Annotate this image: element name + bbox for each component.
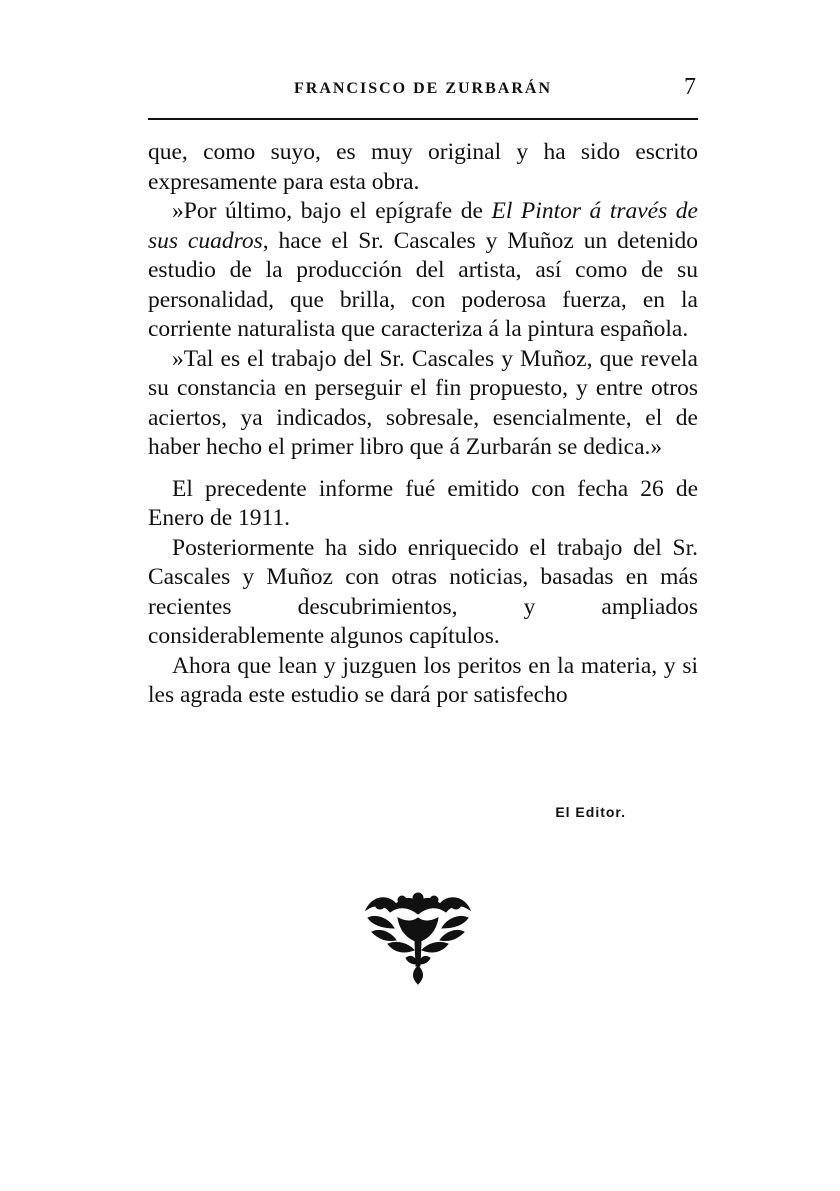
paragraph-date: El precedente informe fué emitido con fecha 26 de Enero de 1911. [148,475,698,531]
paragraph-enriched: Posteriormente ha sido enriquecido el trabajo del Sr. Cascales y Muñoz con otras noticias, basadas en más recientes descubrimientos, y ampliados considerablemente algunos capítulos. [148,534,698,649]
floral-ornament-icon [358,888,478,986]
paragraph-continuation: que, como suyo, es muy original y ha sido escrito expresamente para esta obra. [148,139,698,195]
running-head [148,76,698,104]
header-rule [148,118,698,120]
body-text [148,138,698,711]
page-number: 7 [684,74,696,100]
editor-signature: El Editor. [555,804,626,820]
running-title: FRANCISCO DE ZURBARÁN [293,80,552,97]
paragraph-text: »Por último, bajo el epígrafe de [172,198,492,224]
book-title-italic: El Pintor á través de sus cuadros [148,198,698,254]
paragraph-conclusion: »Tal es el trabajo del Sr. Cascales y Muñoz, que revela su constancia en perseguir el fin propuesto, y entre otros aciertos, ya indicados, sobresale, esencialmente, el de haber hecho el primer libro que á Zurbarán se dedica.» [148,345,698,460]
paragraph-epigraph [148,197,698,345]
paragraph-text: , hace el Sr. Cascales y Muñoz un detenido estudio de la producción del artista, así como de su personalidad, que brilla, con poderosa fuerza, en la corriente naturalista que caracteriza á la pintura española. [148,227,699,342]
paragraph-closing: Ahora que lean y juzguen los peritos en la materia, y si les agrada este estudio se dará por satisfecho [148,652,698,708]
